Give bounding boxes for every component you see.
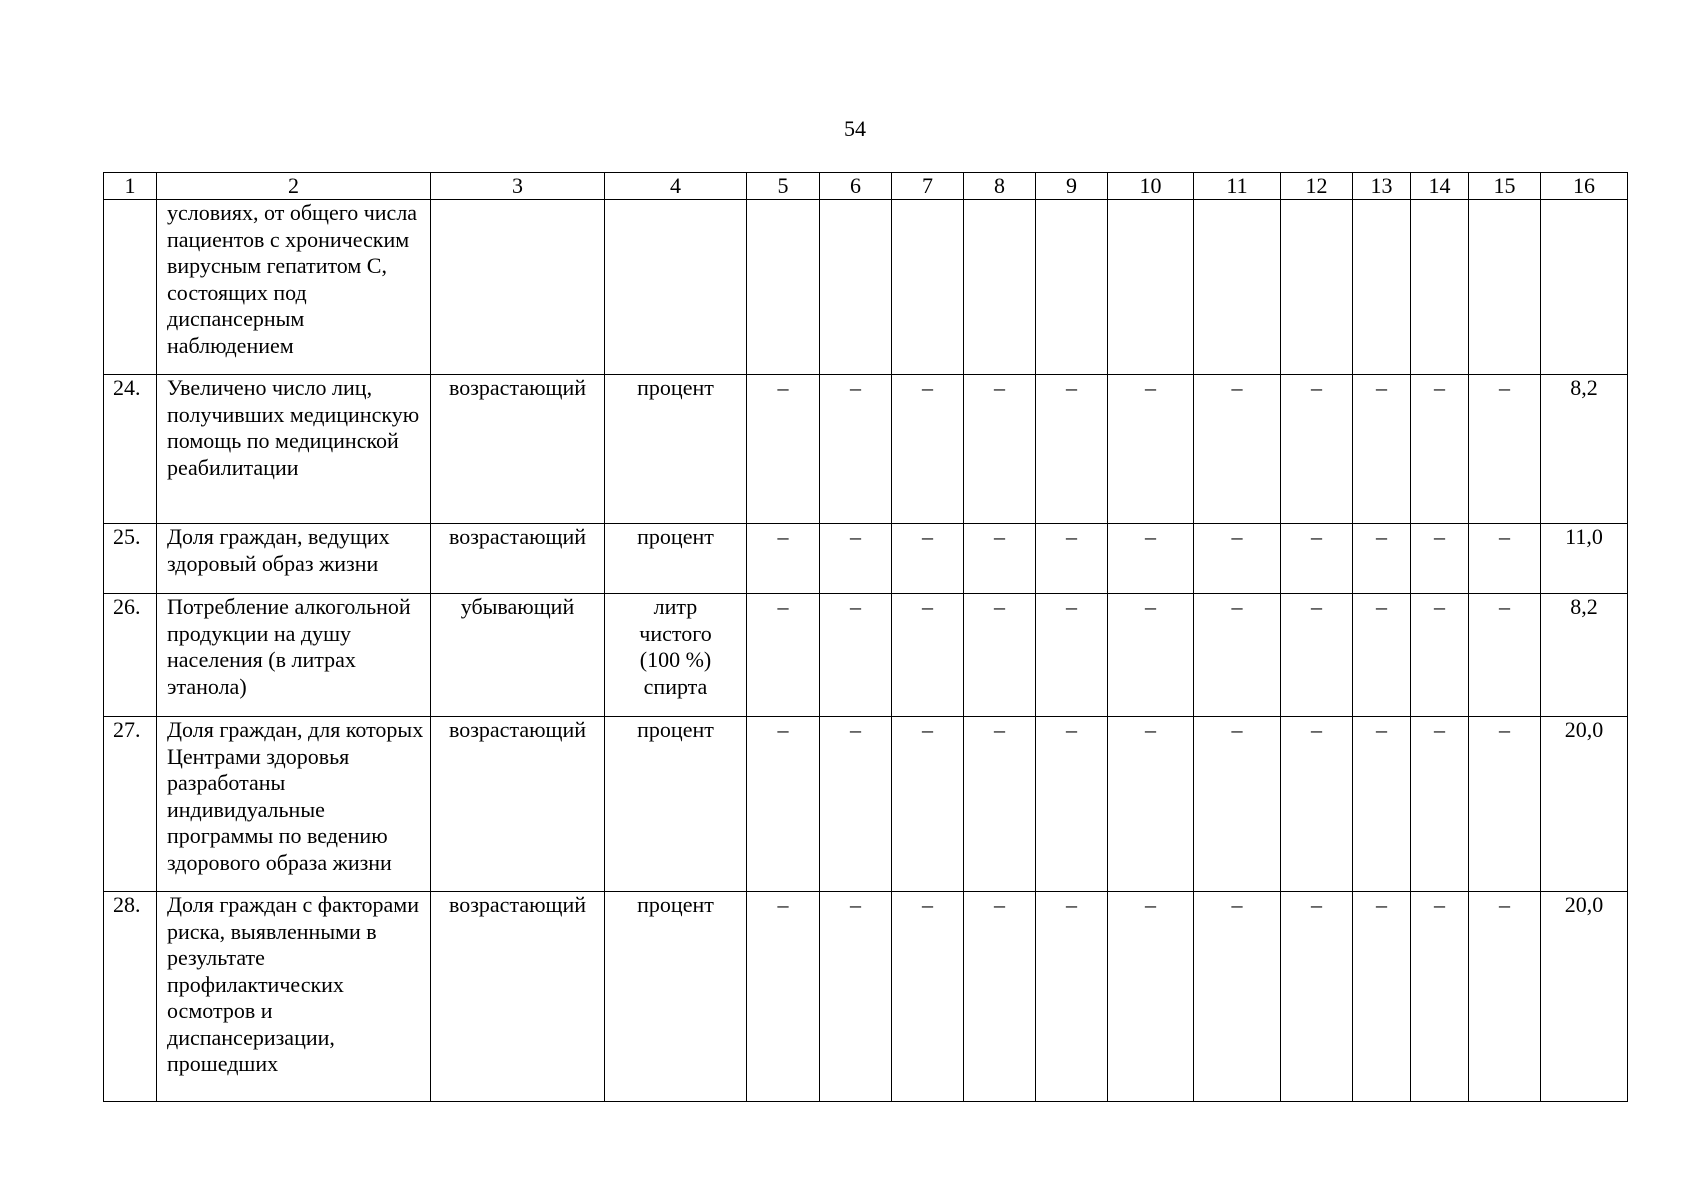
table-row xyxy=(104,375,1628,524)
indicator-name-cell: Доля граждан с факторами риска, выявленными в результате профилактических осмотров и диспансеризации, прошедших xyxy=(157,892,431,1102)
value-cell: – xyxy=(1281,892,1353,1102)
unit-cell: литр чистого (100 %) спирта xyxy=(605,594,747,717)
value-cell: – xyxy=(1353,524,1411,594)
header-cell: 14 xyxy=(1411,173,1469,200)
value-cell: – xyxy=(1353,892,1411,1102)
value-cell: – xyxy=(1194,717,1281,892)
indicator-type-cell: возрастающий xyxy=(431,892,605,1102)
header-cell: 4 xyxy=(605,173,747,200)
empty-cell xyxy=(1194,200,1281,375)
value-cell: – xyxy=(820,524,892,594)
indicator-type-cell: убывающий xyxy=(431,594,605,717)
row-number-cell: 28. xyxy=(104,892,157,1102)
empty-cell xyxy=(1411,200,1469,375)
value-cell: – xyxy=(1194,892,1281,1102)
value-cell: – xyxy=(1353,594,1411,717)
value-cell: – xyxy=(1194,524,1281,594)
header-cell: 7 xyxy=(892,173,964,200)
target-value-cell: 20,0 xyxy=(1541,892,1628,1102)
value-cell: – xyxy=(1281,594,1353,717)
header-cell: 2 xyxy=(157,173,431,200)
value-cell: – xyxy=(747,375,820,524)
value-cell: – xyxy=(1108,375,1194,524)
value-cell: – xyxy=(1411,892,1469,1102)
value-cell: – xyxy=(892,375,964,524)
unit-cell: процент xyxy=(605,524,747,594)
value-cell: – xyxy=(1469,892,1541,1102)
page-number: 54 xyxy=(844,116,866,141)
value-cell: – xyxy=(747,524,820,594)
value-cell: – xyxy=(964,892,1036,1102)
empty-cell xyxy=(1469,200,1541,375)
value-cell: – xyxy=(1411,524,1469,594)
row-number-cell: 26. xyxy=(104,594,157,717)
value-cell: – xyxy=(964,717,1036,892)
indicator-name-cell: Потребление алкогольной продукции на душу населения (в литрах этанола) xyxy=(157,594,431,717)
target-value-cell: 20,0 xyxy=(1541,717,1628,892)
table-row xyxy=(104,892,1628,1102)
value-cell: – xyxy=(820,594,892,717)
value-cell: – xyxy=(1469,524,1541,594)
indicator-name-cell: Увеличено число лиц, получивших медицинскую помощь по медицинской реабилитации xyxy=(157,375,431,524)
value-cell: – xyxy=(820,375,892,524)
indicator-type-cell: возрастающий xyxy=(431,717,605,892)
value-cell: – xyxy=(1469,594,1541,717)
table-row xyxy=(104,594,1628,717)
value-cell: – xyxy=(964,594,1036,717)
empty-cell xyxy=(605,200,747,375)
indicator-name-cell: условиях, от общего числа пациентов с хроническим вирусным гепатитом С, состоящих под диспансерным наблюдением xyxy=(157,200,431,375)
value-cell: – xyxy=(1194,375,1281,524)
value-cell: – xyxy=(1281,375,1353,524)
empty-cell xyxy=(1281,200,1353,375)
value-cell: – xyxy=(1108,717,1194,892)
value-cell: – xyxy=(964,375,1036,524)
value-cell: – xyxy=(892,717,964,892)
indicator-name-cell: Доля граждан, для которых Центрами здоровья разработаны индивидуальные программы по ведению здорового образа жизни xyxy=(157,717,431,892)
header-cell: 15 xyxy=(1469,173,1541,200)
value-cell: – xyxy=(1353,375,1411,524)
indicators-table xyxy=(103,172,1628,1102)
value-cell: – xyxy=(1036,375,1108,524)
value-cell: – xyxy=(964,524,1036,594)
header-cell: 6 xyxy=(820,173,892,200)
indicator-name-cell: Доля граждан, ведущих здоровый образ жизни xyxy=(157,524,431,594)
empty-cell xyxy=(1108,200,1194,375)
value-cell: – xyxy=(1281,524,1353,594)
unit-cell: процент xyxy=(605,717,747,892)
value-cell: – xyxy=(1036,892,1108,1102)
header-cell: 12 xyxy=(1281,173,1353,200)
header-cell: 5 xyxy=(747,173,820,200)
value-cell: – xyxy=(1194,594,1281,717)
value-cell: – xyxy=(1469,375,1541,524)
empty-cell xyxy=(1353,200,1411,375)
target-value-cell: 11,0 xyxy=(1541,524,1628,594)
header-cell: 13 xyxy=(1353,173,1411,200)
empty-cell xyxy=(1036,200,1108,375)
value-cell: – xyxy=(747,892,820,1102)
value-cell: – xyxy=(892,892,964,1102)
value-cell: – xyxy=(1469,717,1541,892)
empty-cell xyxy=(964,200,1036,375)
empty-cell xyxy=(1541,200,1628,375)
value-cell: – xyxy=(1108,524,1194,594)
header-cell: 1 xyxy=(104,173,157,200)
header-cell: 16 xyxy=(1541,173,1628,200)
row-number-cell: 25. xyxy=(104,524,157,594)
value-cell: – xyxy=(1108,594,1194,717)
value-cell: – xyxy=(1108,892,1194,1102)
header-cell: 10 xyxy=(1108,173,1194,200)
empty-cell xyxy=(431,200,605,375)
header-cell: 9 xyxy=(1036,173,1108,200)
empty-cell xyxy=(820,200,892,375)
value-cell: – xyxy=(1411,375,1469,524)
indicator-type-cell: возрастающий xyxy=(431,375,605,524)
row-number-cell: 27. xyxy=(104,717,157,892)
table-row xyxy=(104,524,1628,594)
value-cell: – xyxy=(1281,717,1353,892)
empty-cell xyxy=(747,200,820,375)
empty-cell xyxy=(892,200,964,375)
value-cell: – xyxy=(1036,524,1108,594)
value-cell: – xyxy=(892,594,964,717)
value-cell: – xyxy=(820,892,892,1102)
value-cell: – xyxy=(1036,717,1108,892)
indicator-type-cell: возрастающий xyxy=(431,524,605,594)
value-cell: – xyxy=(892,524,964,594)
header-cell: 11 xyxy=(1194,173,1281,200)
table-header-row xyxy=(104,173,1628,200)
header-cell: 8 xyxy=(964,173,1036,200)
target-value-cell: 8,2 xyxy=(1541,375,1628,524)
unit-cell: процент xyxy=(605,375,747,524)
unit-cell: процент xyxy=(605,892,747,1102)
target-value-cell: 8,2 xyxy=(1541,594,1628,717)
table-row xyxy=(104,717,1628,892)
value-cell: – xyxy=(1353,717,1411,892)
header-cell: 3 xyxy=(431,173,605,200)
value-cell: – xyxy=(1411,717,1469,892)
value-cell: – xyxy=(747,717,820,892)
value-cell: – xyxy=(820,717,892,892)
value-cell: – xyxy=(747,594,820,717)
table-row-continuation xyxy=(104,200,1628,375)
value-cell: – xyxy=(1411,594,1469,717)
num-cell xyxy=(104,200,157,375)
row-number-cell: 24. xyxy=(104,375,157,524)
value-cell: – xyxy=(1036,594,1108,717)
